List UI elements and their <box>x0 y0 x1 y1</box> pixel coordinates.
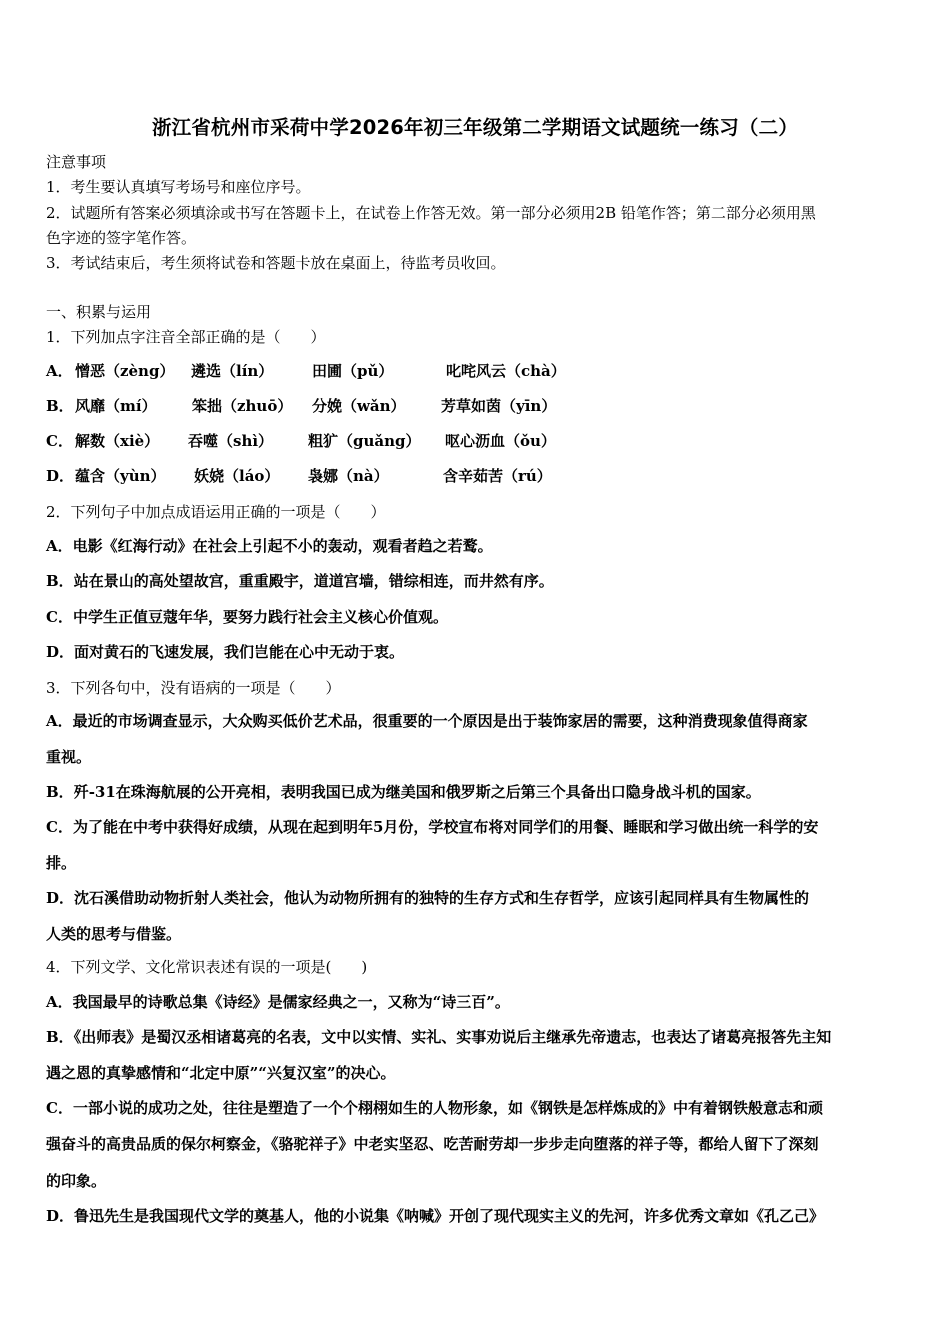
option-text: 重视。 <box>46 748 92 766</box>
q4-line <box>46 1172 106 1190</box>
option-cell: 笨拙（zhuō） <box>192 397 293 415</box>
option-label: C． <box>46 608 73 626</box>
option-label: A． <box>46 537 73 555</box>
option-text: 站在景山的高处望故宫，重重殿宇，道道宫墙，错综相连，而井然有序。 <box>73 572 554 590</box>
option-text: 遇之恩的真挚感情和“北定中原”“兴复汉室”的决心。 <box>46 1064 396 1082</box>
option-cell: 憎恶（zèng） <box>75 362 175 380</box>
question-2-stem: 2．下列句子中加点成语运用正确的一项是（ ） <box>46 503 386 521</box>
q3-line <box>46 889 809 907</box>
option-text: 沈石溪借助动物折射人类社会，他认为动物所拥有的独特的生存方式和生存哲学，应该引起同样具有生物属性的 <box>74 889 810 907</box>
notice-heading: 注意事项 <box>46 153 107 171</box>
option-cell: 解数（xiè） <box>75 432 160 450</box>
option-text: 面对黄石的飞速发展，我们岂能在心中无动于衷。 <box>74 643 405 661</box>
option-text: 电影《红海行动》在社会上引起不小的轰动，观看者趋之若鹜。 <box>72 537 493 555</box>
q2-option-c <box>46 608 448 626</box>
q2-option-b <box>46 572 554 590</box>
notice-item: 2．试题所有答案必须填涂或书写在答题卡上，在试卷上作答无效。第一部分必须用2B 铅笔作答；第二部分必须用黑 <box>46 204 816 222</box>
q3-line <box>46 748 91 766</box>
option-text: 《出师表》是蜀汉丞相诸葛亮的名表，文中以实情、实礼、实事劝说后主继承先帝遗志，也表达了诸葛亮报答先主知 <box>73 1028 832 1046</box>
q4-line <box>46 1028 831 1046</box>
option-text: 中学生正值豆蔻年华，要努力践行社会主义核心价值观。 <box>72 608 448 626</box>
option-cell: 风靡（mí） <box>75 397 157 415</box>
option-text: 排。 <box>46 854 77 872</box>
q3-line <box>46 712 808 730</box>
option-cell: 芳草如茵（yīn） <box>441 397 557 415</box>
notice-item: 色字迹的签字笔作答。 <box>46 229 197 247</box>
question-1-stem: 1．下列加点字注音全部正确的是（ ） <box>46 328 326 346</box>
option-text: 我国最早的诗歌总集《诗经》是儒家经典之一，又称为“诗三百”。 <box>72 993 510 1011</box>
q3-line <box>46 925 181 943</box>
q2-option-d <box>46 643 404 661</box>
q4-line <box>46 1207 824 1225</box>
question-3-stem: 3．下列各句中，没有语病的一项是（ ） <box>46 679 341 697</box>
option-label: B． <box>46 397 74 415</box>
option-label: A． <box>46 993 73 1011</box>
q4-line <box>46 1064 396 1082</box>
q4-line <box>46 1135 819 1153</box>
option-cell: 叱咤风云（chà） <box>446 362 566 380</box>
q2-option-a <box>46 537 493 555</box>
option-cell: 遴选（lín） <box>191 362 274 380</box>
option-label: D． <box>46 467 75 485</box>
option-label: A． <box>46 712 73 730</box>
option-label: D． <box>46 889 75 907</box>
option-cell: 田圃（pǔ） <box>312 362 394 380</box>
option-label: B． <box>46 1028 74 1046</box>
option-cell: 妖娆（láo） <box>194 467 280 485</box>
section-heading: 一、积累与运用 <box>46 303 152 321</box>
option-label: C． <box>46 432 73 450</box>
option-text: 歼-31在珠海航展的公开亮相，表明我国已成为继美国和俄罗斯之后第三个具备出口隐身战斗机的国家。 <box>73 783 761 801</box>
option-cell: 分娩（wǎn） <box>312 397 406 415</box>
q3-line <box>46 854 76 872</box>
option-text: 为了能在中考中获得好成绩，从现在起到明年5月份，学校宣布将对同学们的用餐、睡眠和学习做出统一科学的安 <box>72 818 819 836</box>
option-cell: 蕴含（yùn） <box>75 467 166 485</box>
notice-item: 3．考试结束后，考生须将试卷和答题卡放在桌面上，待监考员收回。 <box>46 254 506 272</box>
option-text: 强奋斗的高贵品质的保尔柯察金，《骆驼祥子》中老实坚忍、吃苦耐劳却一步步走向堕落的祥子等，都给人留下了深刻 <box>46 1135 819 1153</box>
option-cell: 袅娜（nà） <box>308 467 389 485</box>
option-text: 的印象。 <box>46 1172 107 1190</box>
option-text: 一部小说的成功之处，往往是塑造了一个个栩栩如生的人物形象，如《钢铁是怎样炼成的》中有着钢铁般意志和顽 <box>72 1099 823 1117</box>
q3-line <box>46 818 818 836</box>
option-cell: 含辛茹苦（rú） <box>443 467 552 485</box>
question-4-stem: 4．下列文学、文化常识表述有误的一项是( ) <box>46 958 368 976</box>
page-title: 浙江省杭州市采荷中学2026年初三年级第二学期语文试题统一练习（二） <box>151 116 799 139</box>
q4-line <box>46 1099 823 1117</box>
option-cell: 吞噬（shì） <box>188 432 274 450</box>
option-cell: 呕心沥血（ǒu） <box>445 432 556 450</box>
option-text: 最近的市场调查显示，大众购买低价艺术品，很重要的一个原因是出于装饰家居的需要，这种消费现象值得商家 <box>72 712 808 730</box>
option-label: B． <box>46 572 74 590</box>
option-label: B． <box>46 783 74 801</box>
option-text: 鲁迅先生是我国现代文学的奠基人，他的小说集《呐喊》开创了现代现实主义的先河，许多优秀文章如《孔乙己》 <box>74 1207 825 1225</box>
option-label: C． <box>46 1099 73 1117</box>
option-label: D． <box>46 1207 75 1225</box>
option-text: 人类的思考与借鉴。 <box>46 925 182 943</box>
option-label: C． <box>46 818 73 836</box>
option-label: D． <box>46 643 75 661</box>
option-cell: 粗犷（guǎng） <box>308 432 421 450</box>
q3-line <box>46 783 761 801</box>
option-label: A． <box>46 362 73 380</box>
q4-line <box>46 993 510 1011</box>
notice-item: 1．考生要认真填写考场号和座位序号。 <box>46 178 311 196</box>
